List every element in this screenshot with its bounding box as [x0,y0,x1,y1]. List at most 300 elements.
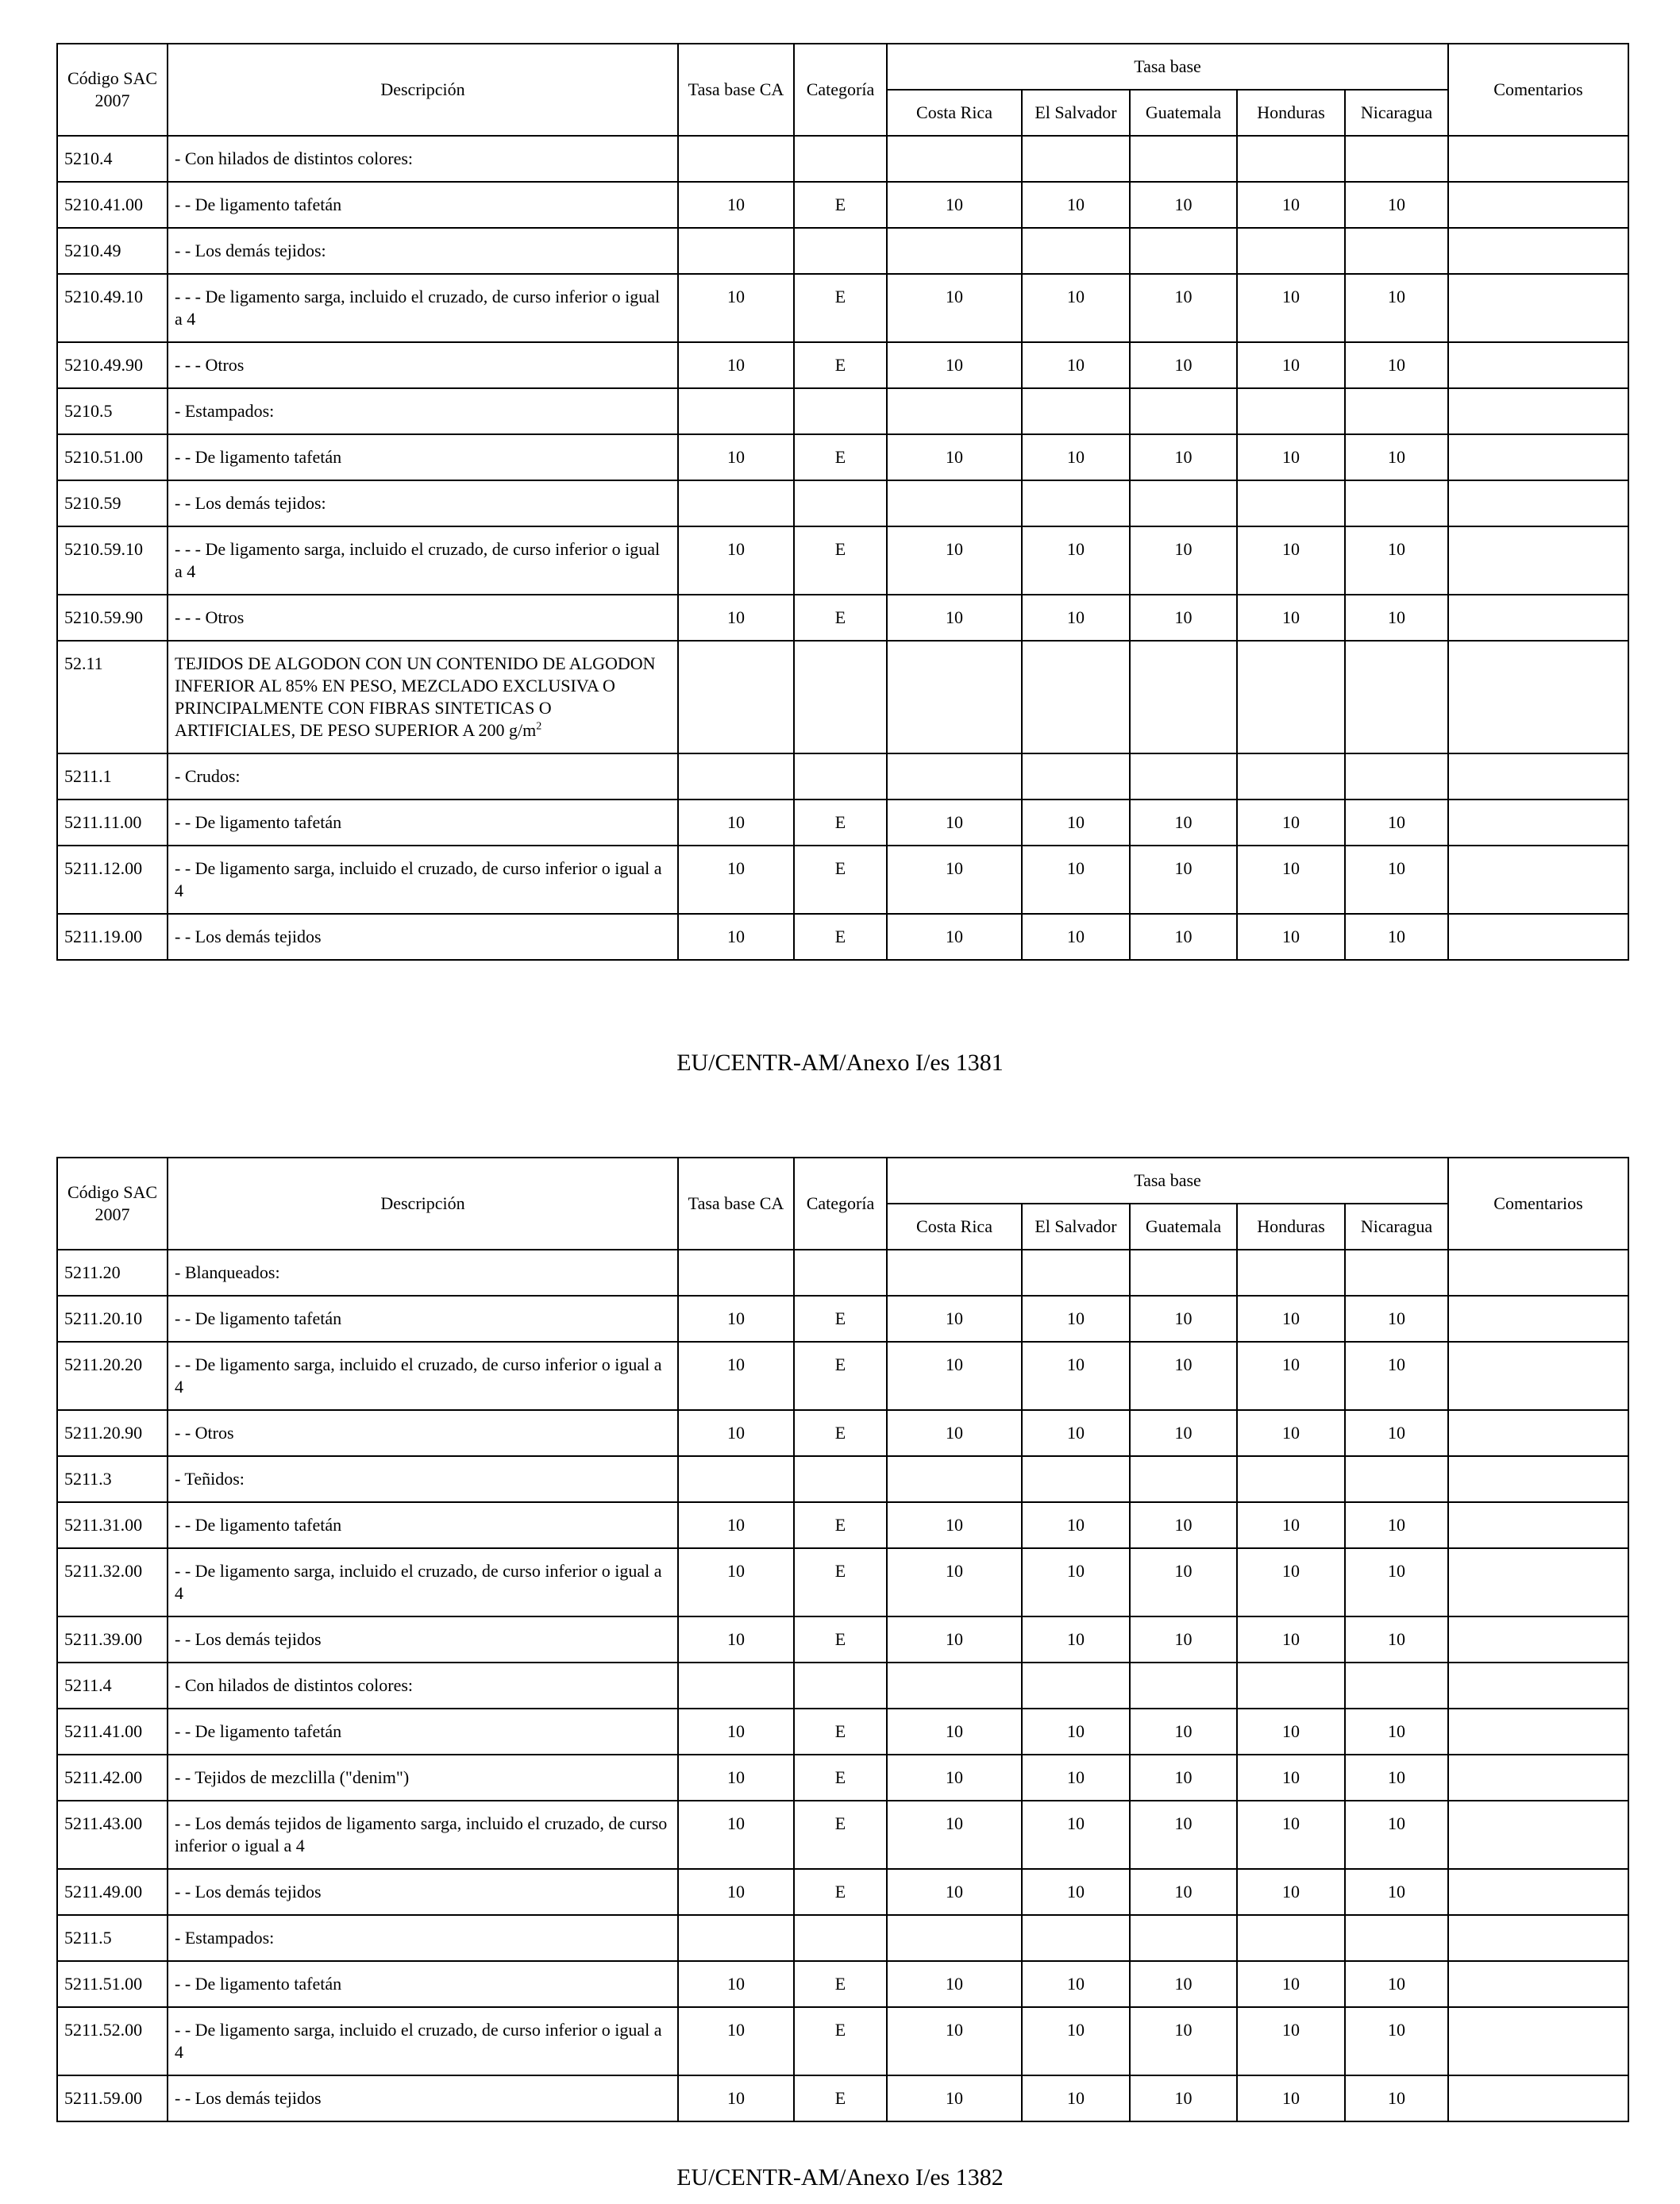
rate-nicaragua-cell: 10 [1345,274,1448,342]
rate-costa-rica-cell [887,228,1022,274]
rate-honduras-cell: 10 [1237,1709,1345,1755]
rate-nicaragua-cell [1345,1663,1448,1709]
table-row [57,480,1628,526]
rate-costa-rica-cell [887,136,1022,182]
rate-honduras-cell [1237,388,1345,434]
comments-cell [1448,182,1628,228]
table-header [57,1158,1628,1250]
description-cell: - Teñidos: [168,1456,678,1502]
category-cell: E [794,526,887,595]
rate-honduras-cell [1237,1915,1345,1961]
rate-honduras-cell: 10 [1237,342,1345,388]
base-rate-ca-cell: 10 [678,1755,794,1801]
hs-code-cell: 5211.41.00 [57,1709,168,1755]
table-body [57,1250,1628,2121]
header-el-salvador: El Salvador [1022,1204,1130,1250]
hs-code-cell: 5210.59 [57,480,168,526]
table-row [57,228,1628,274]
category-cell: E [794,1801,887,1869]
comments-cell [1448,1456,1628,1502]
hs-code-cell: 5211.20.20 [57,1342,168,1410]
header-comments: Comentarios [1448,1158,1628,1250]
rate-guatemala-cell: 10 [1130,2007,1237,2075]
rate-el-salvador-cell: 10 [1022,1342,1130,1410]
base-rate-ca-cell: 10 [678,846,794,914]
header-nicaragua: Nicaragua [1345,1204,1448,1250]
rate-guatemala-cell: 10 [1130,914,1237,960]
rate-nicaragua-cell: 10 [1345,182,1448,228]
rate-honduras-cell: 10 [1237,1616,1345,1663]
rate-guatemala-cell: 10 [1130,595,1237,641]
rate-guatemala-cell: 10 [1130,1755,1237,1801]
table-row [57,1663,1628,1709]
rate-costa-rica-cell: 10 [887,2007,1022,2075]
table-row [57,434,1628,480]
base-rate-ca-cell [678,480,794,526]
category-cell: E [794,1709,887,1755]
comments-cell [1448,434,1628,480]
rate-honduras-cell: 10 [1237,1502,1345,1548]
rate-costa-rica-cell: 10 [887,526,1022,595]
header-costa-rica: Costa Rica [887,90,1022,136]
description-cell: - - Los demás tejidos [168,1869,678,1915]
category-cell [794,480,887,526]
base-rate-ca-cell: 10 [678,182,794,228]
rate-honduras-cell: 10 [1237,1755,1345,1801]
base-rate-ca-cell: 10 [678,1869,794,1915]
base-rate-ca-cell: 10 [678,1961,794,2007]
rate-nicaragua-cell: 10 [1345,2007,1448,2075]
rate-el-salvador-cell: 10 [1022,342,1130,388]
comments-cell [1448,1709,1628,1755]
comments-cell [1448,480,1628,526]
rate-honduras-cell [1237,1456,1345,1502]
rate-guatemala-cell: 10 [1130,526,1237,595]
rate-costa-rica-cell: 10 [887,800,1022,846]
rate-nicaragua-cell: 10 [1345,342,1448,388]
rate-guatemala-cell: 10 [1130,1502,1237,1548]
rate-el-salvador-cell: 10 [1022,1755,1130,1801]
rate-guatemala-cell [1130,136,1237,182]
rate-el-salvador-cell: 10 [1022,1801,1130,1869]
rate-honduras-cell: 10 [1237,2007,1345,2075]
table-row [57,274,1628,342]
rate-honduras-cell [1237,228,1345,274]
category-cell: E [794,1342,887,1410]
hs-code-cell: 5211.49.00 [57,1869,168,1915]
rate-guatemala-cell [1130,1663,1237,1709]
rate-el-salvador-cell [1022,753,1130,800]
rate-nicaragua-cell [1345,228,1448,274]
rate-el-salvador-cell [1022,1663,1130,1709]
table-row [57,136,1628,182]
header-base-rate: Tasa base [887,44,1448,90]
rate-el-salvador-cell [1022,228,1130,274]
rate-guatemala-cell [1130,753,1237,800]
comments-cell [1448,1961,1628,2007]
description-cell: - - Otros [168,1410,678,1456]
hs-code-cell: 5211.59.00 [57,2075,168,2121]
rate-nicaragua-cell: 10 [1345,1502,1448,1548]
rate-nicaragua-cell [1345,388,1448,434]
rate-costa-rica-cell: 10 [887,274,1022,342]
rate-guatemala-cell [1130,641,1237,753]
table-body [57,136,1628,960]
table-row [57,641,1628,753]
header-costa-rica: Costa Rica [887,1204,1022,1250]
category-cell: E [794,1961,887,2007]
base-rate-ca-cell: 10 [678,2075,794,2121]
comments-cell [1448,1915,1628,1961]
comments-cell [1448,1548,1628,1616]
rate-guatemala-cell [1130,1456,1237,1502]
description-cell: - - Los demás tejidos [168,2075,678,2121]
header-base-rate-ca: Tasa base CA [678,1158,794,1250]
rate-guatemala-cell [1130,1250,1237,1296]
hs-code-cell: 5210.59.10 [57,526,168,595]
category-cell: E [794,1616,887,1663]
hs-code-cell: 5211.1 [57,753,168,800]
category-cell: E [794,342,887,388]
rate-guatemala-cell: 10 [1130,1961,1237,2007]
rate-honduras-cell [1237,1250,1345,1296]
rate-honduras-cell: 10 [1237,526,1345,595]
rate-nicaragua-cell [1345,753,1448,800]
rate-el-salvador-cell [1022,641,1130,753]
table-row [57,914,1628,960]
table-row [57,1296,1628,1342]
base-rate-ca-cell [678,1915,794,1961]
category-cell [794,753,887,800]
rate-costa-rica-cell [887,1250,1022,1296]
rate-honduras-cell [1237,1663,1345,1709]
rate-costa-rica-cell [887,1663,1022,1709]
rate-el-salvador-cell: 10 [1022,434,1130,480]
rate-nicaragua-cell: 10 [1345,595,1448,641]
rate-costa-rica-cell: 10 [887,2075,1022,2121]
base-rate-ca-cell: 10 [678,1342,794,1410]
rate-honduras-cell: 10 [1237,274,1345,342]
table-row [57,1250,1628,1296]
rate-nicaragua-cell: 10 [1345,800,1448,846]
comments-cell [1448,274,1628,342]
category-cell [794,1456,887,1502]
base-rate-ca-cell [678,1456,794,1502]
rate-guatemala-cell: 10 [1130,434,1237,480]
rate-honduras-cell: 10 [1237,1801,1345,1869]
rate-el-salvador-cell: 10 [1022,1502,1130,1548]
rate-nicaragua-cell: 10 [1345,1342,1448,1410]
base-rate-ca-cell: 10 [678,1410,794,1456]
rate-guatemala-cell: 10 [1130,2075,1237,2121]
rate-nicaragua-cell: 10 [1345,1755,1448,1801]
rate-el-salvador-cell: 10 [1022,2075,1130,2121]
comments-cell [1448,1801,1628,1869]
table-row [57,2007,1628,2075]
hs-code-cell: 5211.5 [57,1915,168,1961]
table-row [57,846,1628,914]
rate-el-salvador-cell: 10 [1022,2007,1130,2075]
table-row [57,1755,1628,1801]
hs-code-cell: 5210.49.90 [57,342,168,388]
description-cell: - - - Otros [168,595,678,641]
hs-code-cell: 5210.5 [57,388,168,434]
comments-cell [1448,2075,1628,2121]
rate-guatemala-cell [1130,480,1237,526]
rate-costa-rica-cell [887,1456,1022,1502]
rate-el-salvador-cell: 10 [1022,914,1130,960]
header-guatemala: Guatemala [1130,1204,1237,1250]
rate-nicaragua-cell: 10 [1345,1616,1448,1663]
comments-cell [1448,342,1628,388]
comments-cell [1448,526,1628,595]
rate-guatemala-cell [1130,1915,1237,1961]
rate-honduras-cell: 10 [1237,182,1345,228]
rate-el-salvador-cell: 10 [1022,182,1130,228]
rate-nicaragua-cell [1345,480,1448,526]
comments-cell [1448,800,1628,846]
rate-el-salvador-cell: 10 [1022,595,1130,641]
rate-costa-rica-cell [887,480,1022,526]
rate-costa-rica-cell: 10 [887,182,1022,228]
category-cell [794,1915,887,1961]
category-cell: E [794,2075,887,2121]
rate-guatemala-cell [1130,228,1237,274]
description-cell: - - - Otros [168,342,678,388]
base-rate-ca-cell [678,1663,794,1709]
comments-cell [1448,914,1628,960]
description-cell: - - Los demás tejidos [168,1616,678,1663]
rate-nicaragua-cell: 10 [1345,1869,1448,1915]
rate-honduras-cell: 10 [1237,434,1345,480]
rate-honduras-cell [1237,480,1345,526]
category-cell: E [794,1548,887,1616]
rate-costa-rica-cell: 10 [887,342,1022,388]
rate-guatemala-cell: 10 [1130,1709,1237,1755]
description-cell: - - De ligamento tafetán [168,1296,678,1342]
rate-el-salvador-cell: 10 [1022,1548,1130,1616]
comments-cell [1448,1250,1628,1296]
rate-honduras-cell: 10 [1237,1296,1345,1342]
description-cell: - - De ligamento tafetán [168,1502,678,1548]
comments-cell [1448,641,1628,753]
hs-code-cell: 5211.20 [57,1250,168,1296]
header-code: Código SAC 2007 [57,1158,168,1250]
rate-nicaragua-cell [1345,1250,1448,1296]
rate-guatemala-cell: 10 [1130,274,1237,342]
rate-el-salvador-cell: 10 [1022,1961,1130,2007]
header-description: Descripción [168,1158,678,1250]
rate-honduras-cell: 10 [1237,800,1345,846]
comments-cell [1448,1296,1628,1342]
base-rate-ca-cell [678,388,794,434]
category-cell: E [794,1502,887,1548]
base-rate-ca-cell: 10 [678,274,794,342]
rate-costa-rica-cell: 10 [887,1961,1022,2007]
rate-guatemala-cell: 10 [1130,1410,1237,1456]
base-rate-ca-cell [678,641,794,753]
rate-nicaragua-cell [1345,641,1448,753]
rate-costa-rica-cell: 10 [887,595,1022,641]
table-row [57,595,1628,641]
rate-el-salvador-cell: 10 [1022,800,1130,846]
table-row [57,800,1628,846]
table-row [57,1342,1628,1410]
description-cell: - Crudos: [168,753,678,800]
comments-cell [1448,595,1628,641]
rate-costa-rica-cell [887,388,1022,434]
category-cell: E [794,2007,887,2075]
category-cell: E [794,914,887,960]
category-cell: E [794,595,887,641]
description-cell: - - De ligamento tafetán [168,800,678,846]
table-row [57,1548,1628,1616]
category-cell [794,228,887,274]
base-rate-ca-cell: 10 [678,800,794,846]
rate-el-salvador-cell: 10 [1022,274,1130,342]
rate-guatemala-cell: 10 [1130,182,1237,228]
rate-guatemala-cell: 10 [1130,1548,1237,1616]
category-cell: E [794,274,887,342]
rate-nicaragua-cell: 10 [1345,526,1448,595]
rate-guatemala-cell [1130,388,1237,434]
comments-cell [1448,846,1628,914]
rate-el-salvador-cell [1022,480,1130,526]
rate-guatemala-cell: 10 [1130,800,1237,846]
base-rate-ca-cell: 10 [678,1296,794,1342]
header-description: Descripción [168,44,678,136]
rate-el-salvador-cell [1022,388,1130,434]
rate-nicaragua-cell [1345,136,1448,182]
rate-guatemala-cell: 10 [1130,342,1237,388]
table-row [57,1915,1628,1961]
rate-honduras-cell: 10 [1237,846,1345,914]
rate-guatemala-cell: 10 [1130,1616,1237,1663]
category-cell [794,1663,887,1709]
category-cell: E [794,1755,887,1801]
rate-costa-rica-cell: 10 [887,434,1022,480]
comments-cell [1448,228,1628,274]
base-rate-ca-cell: 10 [678,342,794,388]
base-rate-ca-cell [678,136,794,182]
rate-costa-rica-cell: 10 [887,914,1022,960]
table-row [57,1961,1628,2007]
base-rate-ca-cell [678,228,794,274]
base-rate-ca-cell: 10 [678,1801,794,1869]
rate-costa-rica-cell: 10 [887,1296,1022,1342]
comments-cell [1448,136,1628,182]
category-cell [794,1250,887,1296]
table-row [57,388,1628,434]
description-text: TEJIDOS DE ALGODON CON UN CONTENIDO DE ALGODON INFERIOR AL 85% EN PESO, MEZCLADO EXCLUSIVA O PRINCIPALMENTE CON FIBRAS SINTETICAS O ARTIFICIALES, DE PESO SUPERIOR A 200 g/m [175,653,656,740]
rate-costa-rica-cell: 10 [887,1709,1022,1755]
category-cell: E [794,1869,887,1915]
rate-nicaragua-cell: 10 [1345,1296,1448,1342]
hs-code-cell: 5211.31.00 [57,1502,168,1548]
base-rate-ca-cell: 10 [678,595,794,641]
hs-code-cell: 5211.51.00 [57,1961,168,2007]
rate-honduras-cell: 10 [1237,1410,1345,1456]
description-cell: - - Tejidos de mezclilla ("denim") [168,1755,678,1801]
rate-nicaragua-cell: 10 [1345,2075,1448,2121]
description-cell: - Estampados: [168,1915,678,1961]
header-nicaragua: Nicaragua [1345,90,1448,136]
rate-nicaragua-cell: 10 [1345,434,1448,480]
base-rate-ca-cell: 10 [678,1709,794,1755]
rate-costa-rica-cell: 10 [887,1869,1022,1915]
rate-guatemala-cell: 10 [1130,846,1237,914]
rate-costa-rica-cell: 10 [887,846,1022,914]
rate-guatemala-cell: 10 [1130,1801,1237,1869]
base-rate-ca-cell: 10 [678,1502,794,1548]
hs-code-cell: 5210.4 [57,136,168,182]
tariff-table-page-1381 [56,43,1629,961]
table-row [57,182,1628,228]
description-cell: - - De ligamento sarga, incluido el cruzado, de curso inferior o igual a 4 [168,2007,678,2075]
category-cell: E [794,800,887,846]
description-cell: - Con hilados de distintos colores: [168,136,678,182]
rate-costa-rica-cell [887,1915,1022,1961]
hs-code-cell: 5211.20.10 [57,1296,168,1342]
table-row [57,1869,1628,1915]
rate-el-salvador-cell [1022,1250,1130,1296]
hs-code-cell: 5210.49 [57,228,168,274]
description-cell: - - - De ligamento sarga, incluido el cruzado, de curso inferior o igual a 4 [168,274,678,342]
table-row [57,1616,1628,1663]
rate-nicaragua-cell [1345,1456,1448,1502]
rate-el-salvador-cell: 10 [1022,1709,1130,1755]
header-el-salvador: El Salvador [1022,90,1130,136]
description-cell: - - De ligamento sarga, incluido el cruzado, de curso inferior o igual a 4 [168,1548,678,1616]
rate-honduras-cell: 10 [1237,2075,1345,2121]
comments-cell [1448,753,1628,800]
table-row [57,526,1628,595]
header-category: Categoría [794,1158,887,1250]
table-row [57,1456,1628,1502]
tariff-table-page-1382 [56,1157,1629,2122]
rate-nicaragua-cell: 10 [1345,914,1448,960]
rate-costa-rica-cell [887,641,1022,753]
rate-costa-rica-cell: 10 [887,1616,1022,1663]
hs-code-cell: 5210.59.90 [57,595,168,641]
hs-code-cell: 5211.12.00 [57,846,168,914]
description-cell: - - Los demás tejidos de ligamento sarga, incluido el cruzado, de curso inferior o igual a 4 [168,1801,678,1869]
header-honduras: Honduras [1237,1204,1345,1250]
base-rate-ca-cell: 10 [678,526,794,595]
page-footer-1381: EU/CENTR-AM/Anexo I/es 1381 [676,1050,1004,1076]
rate-honduras-cell: 10 [1237,1548,1345,1616]
comments-cell [1448,2007,1628,2075]
base-rate-ca-cell: 10 [678,914,794,960]
hs-code-cell: 5211.43.00 [57,1801,168,1869]
description-cell: - Blanqueados: [168,1250,678,1296]
rate-costa-rica-cell: 10 [887,1755,1022,1801]
description-cell: - - Los demás tejidos: [168,228,678,274]
base-rate-ca-cell: 10 [678,1616,794,1663]
hs-code-cell: 5211.52.00 [57,2007,168,2075]
hs-code-cell: 5211.11.00 [57,800,168,846]
comments-cell [1448,1869,1628,1915]
rate-honduras-cell: 10 [1237,914,1345,960]
header-category: Categoría [794,44,887,136]
description-cell: - Con hilados de distintos colores: [168,1663,678,1709]
rate-el-salvador-cell [1022,136,1130,182]
category-cell: E [794,846,887,914]
description-cell [168,641,678,753]
rate-honduras-cell [1237,753,1345,800]
rate-honduras-cell: 10 [1237,1961,1345,2007]
rate-honduras-cell [1237,641,1345,753]
